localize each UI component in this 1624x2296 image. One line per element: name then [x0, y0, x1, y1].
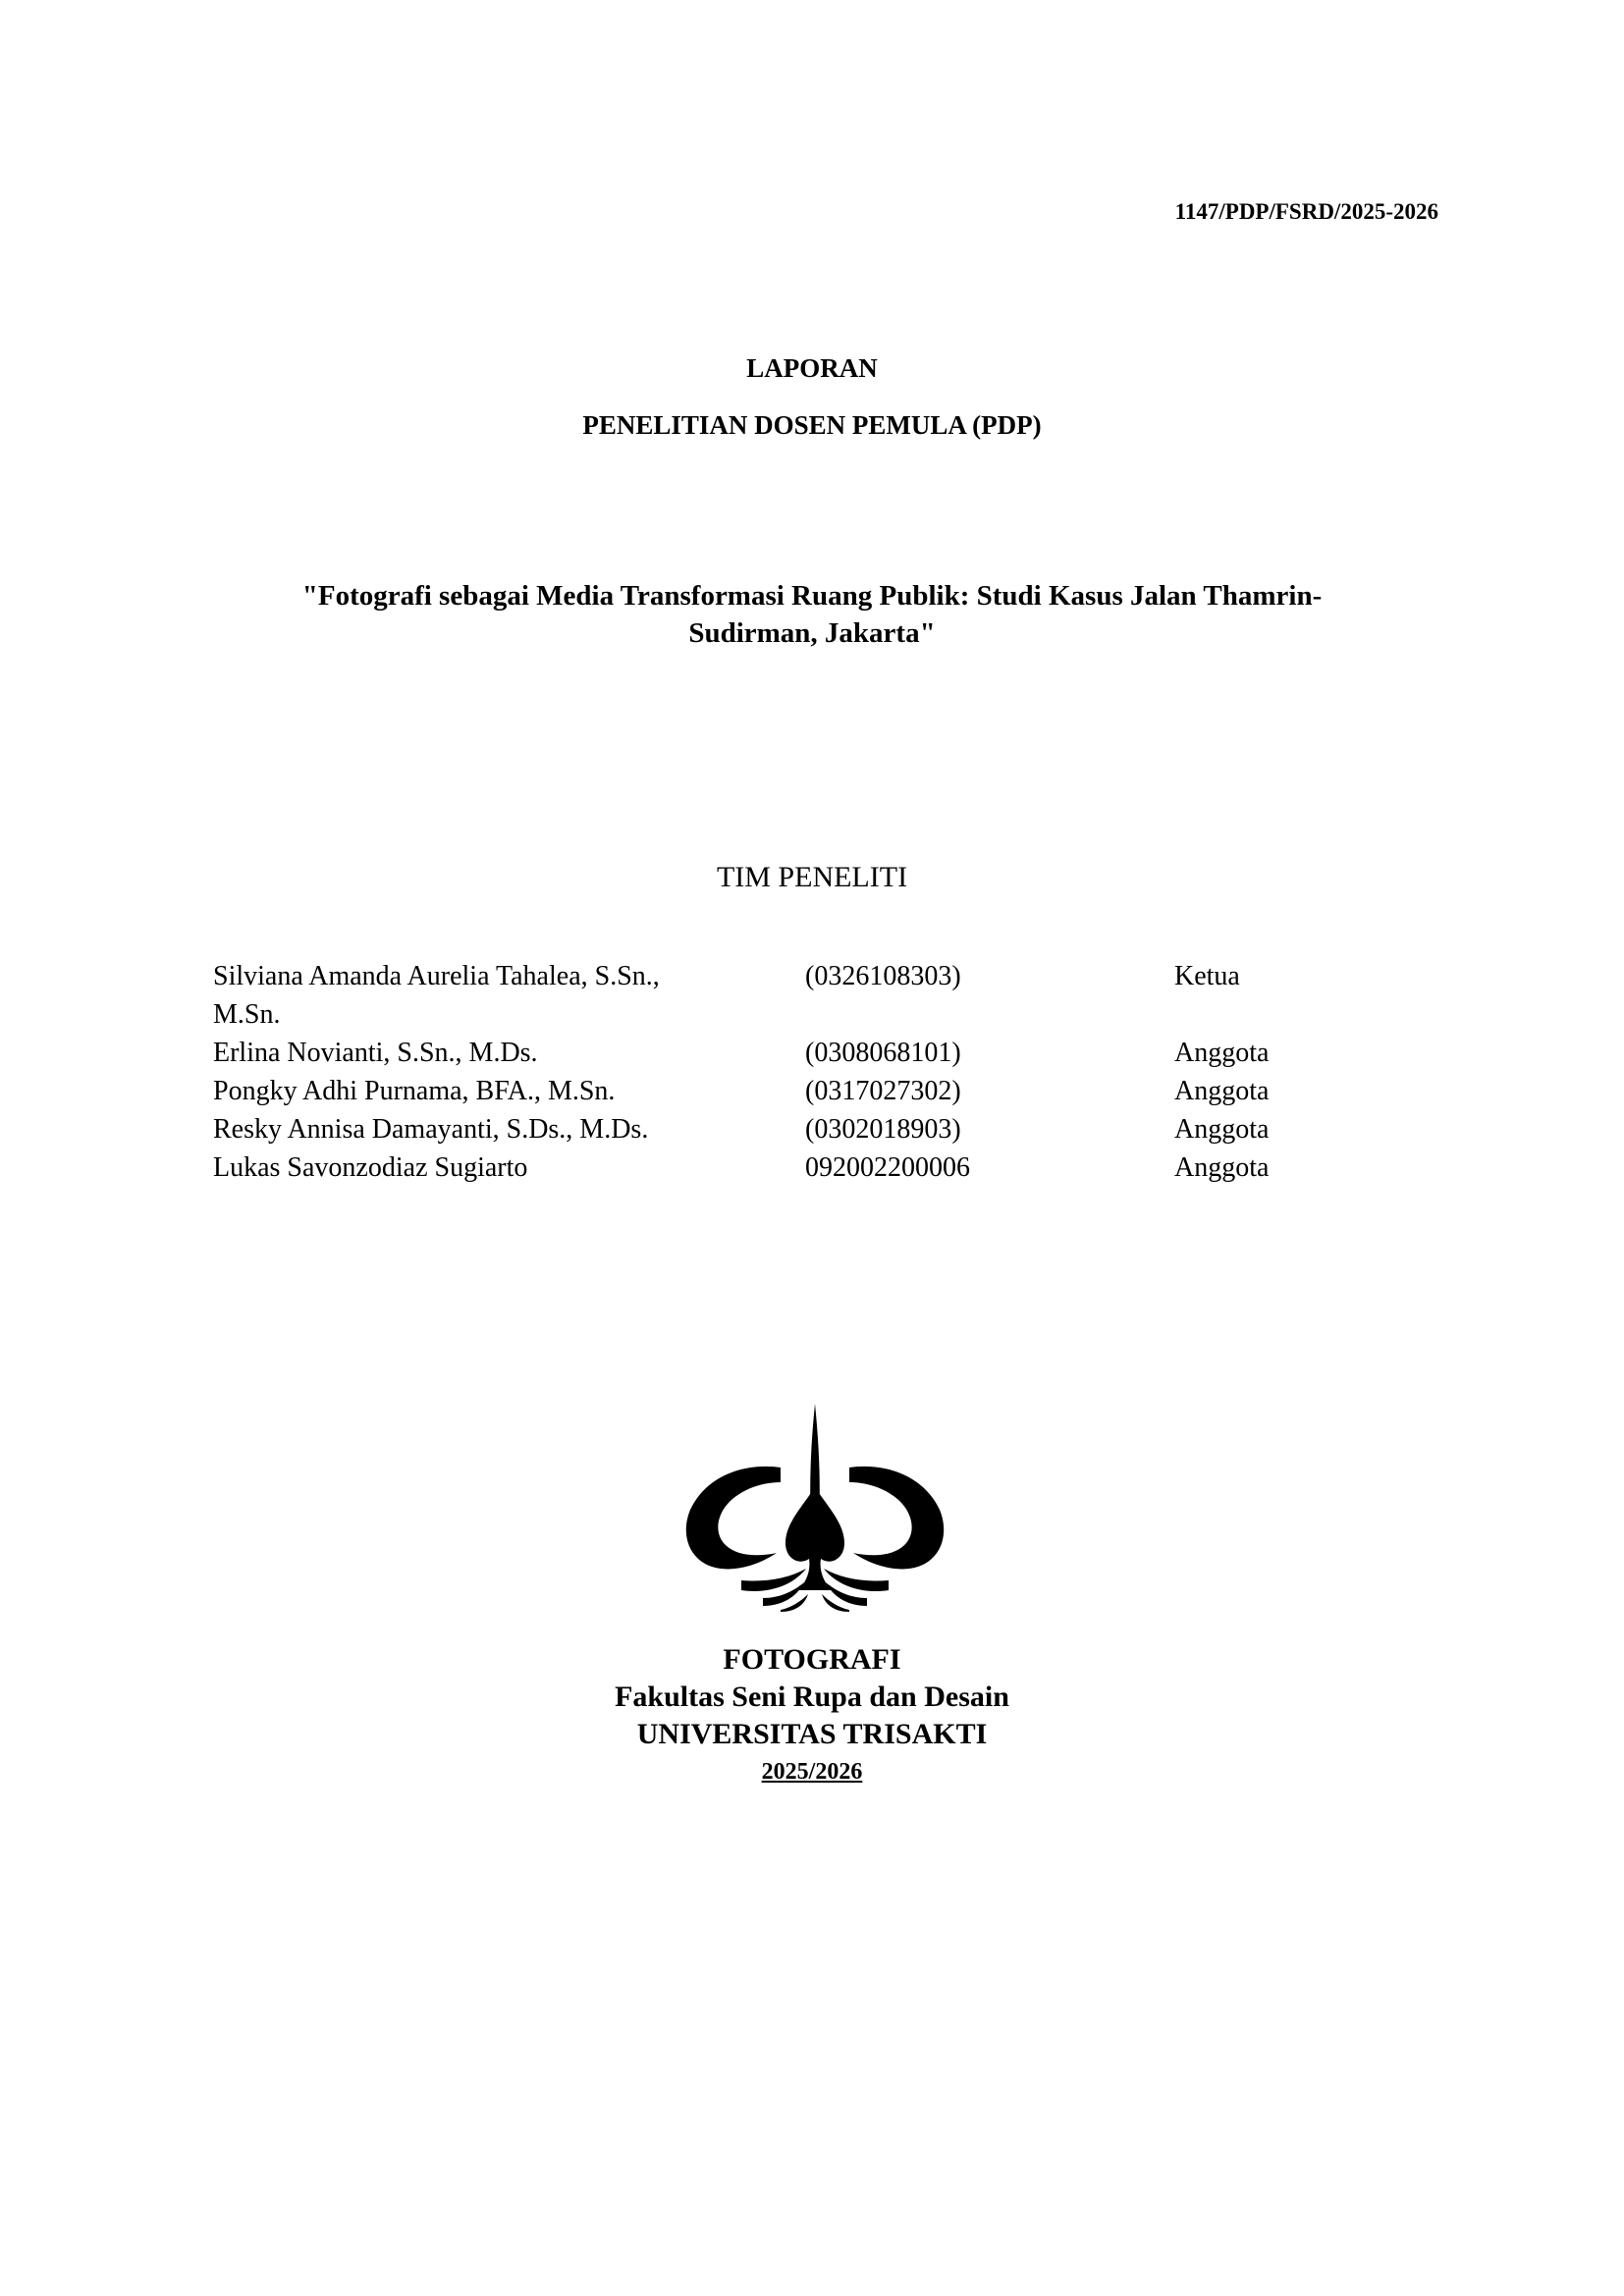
trisakti-university-logo [682, 1404, 947, 1612]
member-id: (0308068101) [805, 1038, 961, 1068]
report-title [196, 577, 1428, 652]
team-heading: TIM PENELITI [716, 861, 908, 893]
report-title-line-2: Sudirman, Jakarta" [688, 617, 936, 649]
member-id: (0326108303) [805, 961, 961, 991]
team-member-row [213, 1110, 1391, 1148]
report-subheading: PENELITIAN DOSEN PEMULA (PDP) [582, 410, 1042, 440]
report-heading: LAPORAN [746, 353, 878, 383]
team-table [213, 957, 1391, 1187]
member-name: Pongky Adhi Purnama, BFA., M.Sn. [213, 1076, 616, 1106]
footer-year: 2025/2026 [761, 1759, 863, 1785]
member-id: (0302018903) [805, 1114, 961, 1145]
team-member-row [213, 1034, 1391, 1072]
footer-university: UNIVERSITAS TRISAKTI [636, 1718, 988, 1750]
member-role: Anggota [1174, 1114, 1270, 1145]
member-role: Anggota [1174, 1152, 1270, 1183]
member-name-line-1: Silviana Amanda Aurelia Tahalea, S.Sn., [213, 961, 660, 991]
team-member-row [213, 957, 1391, 1034]
member-name: Erlina Novianti, S.Sn., M.Ds. [213, 1038, 538, 1068]
member-id: 092002200006 [805, 1152, 970, 1183]
team-member-row [213, 1072, 1391, 1110]
member-role: Anggota [1174, 1076, 1270, 1106]
member-name: Resky Annisa Damayanti, S.Ds., M.Ds. [213, 1114, 649, 1145]
member-id: (0317027302) [805, 1076, 961, 1106]
member-role: Ketua [1174, 961, 1240, 991]
team-member-row [213, 1148, 1391, 1187]
member-name: Lukas Savonzodiaz Sugiarto [213, 1152, 528, 1183]
member-name-line-2: M.Sn. [213, 999, 281, 1030]
footer-faculty: Fakultas Seni Rupa dan Desain [615, 1681, 1009, 1713]
member-name [213, 957, 805, 1034]
document-number: 1147/PDP/FSRD/2025-2026 [1174, 199, 1438, 224]
footer-program: FOTOGRAFI [723, 1643, 901, 1676]
report-title-line-1: "Fotografi sebagai Media Transformasi Ruang Publik: Studi Kasus Jalan Thamrin- [301, 580, 1323, 612]
member-role: Anggota [1174, 1038, 1270, 1068]
